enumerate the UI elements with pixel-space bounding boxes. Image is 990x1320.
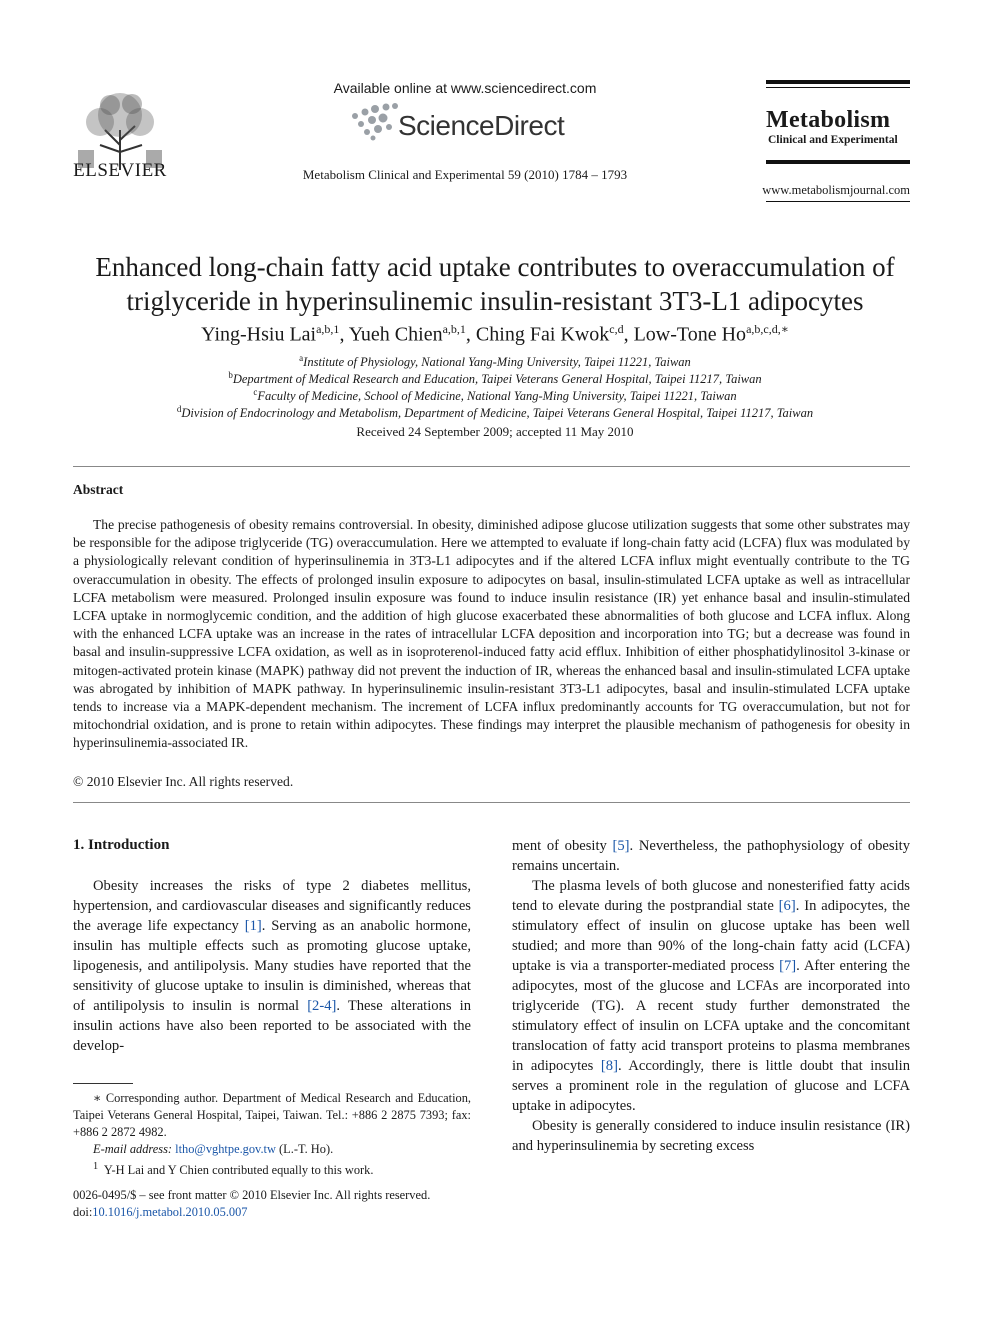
citation-link[interactable]: [2-4]	[307, 998, 337, 1014]
right-column	[512, 836, 910, 1156]
citation-link[interactable]: [7]	[779, 958, 797, 974]
affiliation-key: c	[253, 387, 258, 397]
paragraph-text: . Accordingly, there is little doubt that insulin serves a prominent role in the regulation of glucose and LCFA uptake in adipocytes.	[512, 1058, 910, 1114]
journal-title: Metabolism	[766, 107, 891, 133]
author-affiliation-marker: c,d	[609, 322, 624, 336]
author-name: Low-Tone Ho	[633, 323, 747, 346]
paragraph-text: . After entering the adipocytes, most of the glucose and LCFAs are incorporated into triglyceride (TG). A recent study further demonstrated the stimulatory effect of insulin on LCFA uptake and the concomitant translocation of fatty acid transport proteins to plasma membranes in adipocytes	[512, 958, 910, 1074]
journal-url-rule	[766, 201, 910, 202]
paragraph	[73, 876, 471, 1056]
abstract-heading: Abstract	[73, 482, 124, 497]
citation-link[interactable]: [5]	[612, 838, 630, 854]
publisher-name: ELSEVIER	[73, 160, 167, 181]
email-note	[73, 1141, 471, 1158]
journal-url[interactable]: www.metabolismjournal.com	[762, 183, 910, 197]
available-online-text[interactable]: Available online at www.sciencedirect.com	[333, 80, 597, 96]
affiliation-key: d	[176, 404, 182, 414]
affiliation-key: a	[299, 353, 304, 363]
journal-rule-bottom	[766, 160, 910, 164]
section-heading: 1. Introduction	[73, 837, 170, 853]
issn-block	[73, 1187, 493, 1221]
affiliation	[60, 404, 930, 421]
affiliation	[60, 353, 930, 370]
author-list	[60, 322, 930, 347]
journal-rule-top-thin	[766, 87, 910, 88]
equal-contribution-note	[73, 1158, 471, 1179]
author-separator: ,	[623, 323, 634, 346]
paragraph-text: ment of obesity	[512, 838, 613, 854]
footnote-rule	[73, 1083, 133, 1084]
footnote-text: Y-H Lai and Y Chien contributed equally to this work.	[103, 1163, 374, 1178]
author-affiliation-marker: a,b,1	[442, 322, 466, 336]
affiliation-text: Faculty of Medicine, School of Medicine, National Yang-Ming University, Taipei 11221, Taiwan	[257, 389, 737, 404]
paragraph-text: . Nevertheless, the pathophysiology of obesity remains uncertain.	[512, 838, 910, 874]
citation-link[interactable]: [1]	[244, 918, 262, 934]
journal-citation-line: Metabolism Clinical and Experimental 59 (2010) 1784 – 1793	[302, 167, 628, 182]
doi-label: doi:	[73, 1205, 93, 1219]
doi-link[interactable]: 10.1016/j.metabol.2010.05.007	[92, 1205, 248, 1219]
author-affiliation-marker: a,b,1	[316, 322, 340, 336]
author-separator: ,	[465, 323, 476, 346]
author-name: Ying-Hsiu Lai	[201, 323, 317, 346]
author-name: Ching Fai Kwok	[475, 323, 610, 346]
received-dates: Received 24 September 2009; accepted 11 May 2010	[356, 424, 634, 439]
paragraph: Obesity is generally considered to induce insulin resistance (IR) and hyperinsulinemia by secreting excess	[512, 1118, 910, 1154]
author-name: Yueh Chien	[348, 323, 443, 346]
abstract-body: The precise pathogenesis of obesity remains controversial. In obesity, diminished adipose glucose utilization suggests that some other substrates may be responsible for the adipose triglyceride (TG) overaccumulation. Here we attempted to evaluate if long-chain fatty acid (LCFA) flux was modulated by a physiologically relevant condition of hyperinsulinemia in 3T3-L1 adipocytes and if the altered LCFA influx might eventually contribute to the TG overaccumulation in obesity. The effects of prolonged insulin exposure to adipocytes on basal, insulin-stimulated LCFA uptake as well as intracellular LCFA metabolism were measured. Prolonged insulin exposure was found to induce insulin resistance (IR) yet enhance basal and insulin-stimulated LCFA uptake in normoglycemic condition, and the addition of high glucose exacerbated these abnormalities of both glucose and LCFA influx. Along with the enhanced LCFA uptake was an increase in the rates of intracellular LCFA deposition and incorporation into TG; but a decrease was found in basal and insulin-suppressive LCFA oxidation, as well as in isoproterenol-induced fatty acid efflux. Inhibition of either phosphatidylinositol 3-kinase or mitogen-activated protein kinase (MAPK) pathway did not prevent the induction of IR, whereas the enhanced basal and insulin-stimulated LCFA uptake was abrogated by inhibition of MAPK pathway. In hyperinsulinemic insulin-resistant 3T3-L1 adipocytes, basal and insulin-stimulated LCFA uptake tends to increase via a MAPK-dependent mechanism. The increment of LCFA influx predominantly accounts for TG overaccumulation, but not for mitochondrial oxidation, and is prone to retain within adipocytes. These findings may interpret the plausible mechanism of pathogenesis for obesity in hyperinsulinemia-associated IR.	[73, 517, 910, 751]
doi-line	[73, 1204, 493, 1221]
title-line-2: triglyceride in hyperinsulinemic insulin-resistant 3T3-L1 adipocytes	[126, 286, 864, 316]
footnote-marker: 1	[93, 1161, 99, 1172]
email-label: E-mail address:	[93, 1142, 173, 1156]
footnotes	[73, 1090, 471, 1179]
author-separator: ,	[339, 323, 349, 346]
affiliation-key: b	[228, 370, 233, 380]
title-line-1: Enhanced long-chain fatty acid uptake contributes to overaccumulation of	[95, 252, 895, 282]
left-column	[73, 876, 471, 1056]
author-affiliation-marker: a,b,c,d,∗	[746, 322, 789, 336]
paragraph	[512, 876, 910, 1116]
issn-line: 0026-0495/$ – see front matter © 2010 Elsevier Inc. All rights reserved.	[73, 1188, 431, 1202]
affiliation	[60, 387, 930, 404]
sciencedirect-wordmark: ScienceDirect	[398, 110, 565, 141]
journal-subtitle: Clinical and Experimental	[768, 134, 898, 146]
corresponding-author-note: ∗ Corresponding author. Department of Medical Research and Education, Taipei Veterans General Hospital, Taipei, Taiwan. Tel.: +886 2 2875 7393; fax: +886 2 2872 4982.	[73, 1091, 471, 1139]
divider-top	[73, 466, 910, 467]
paragraph-text: Obesity increases the risks of type 2 diabetes mellitus, hypertension, and cardiovascular diseases and significantly reduces the average life expectancy	[73, 878, 471, 934]
citation-link[interactable]: [6]	[778, 898, 796, 914]
article-title	[60, 250, 930, 318]
paragraph	[512, 836, 910, 876]
paragraph-text: . These alterations in insulin actions have also been reported to be associated with the develop-	[73, 998, 471, 1054]
email-suffix: (L.-T. Ho).	[275, 1142, 334, 1156]
divider-bottom	[73, 802, 910, 803]
affiliation	[60, 370, 930, 387]
paragraph-text: The plasma levels of both glucose and nonesterified fatty acids tend to elevate during the postprandial state	[512, 878, 910, 914]
paragraph-text: . Serving as an anabolic hormone, insulin has multiple effects such as promoting glucose uptake, lipogenesis, and antilipolysis. Many studies have reported that the sensitivity of glucose uptake to insulin is diminished, whereas that of antilipolysis to insulin is normal	[73, 918, 471, 1014]
email-link[interactable]: ltho@vghtpe.gov.tw	[175, 1142, 276, 1156]
affiliation-text: Institute of Physiology, National Yang-Ming University, Taipei 11221, Taiwan	[303, 355, 691, 370]
abstract-copyright: © 2010 Elsevier Inc. All rights reserved.	[73, 774, 294, 789]
journal-rule-top	[766, 80, 910, 84]
affiliation-text: Department of Medical Research and Education, Taipei Veterans General Hospital, Taipei 11217, Taiwan	[232, 372, 762, 387]
citation-link[interactable]: [8]	[600, 1058, 618, 1074]
paragraph-text: . In adipocytes, the stimulatory effect of insulin on glucose uptake has been well studied; and more than 90% of the long-chain fatty acid (LCFA) uptake is via a transporter-mediated process	[512, 898, 910, 974]
affiliation-text: Division of Endocrinology and Metabolism, Department of Medicine, Taipei Veterans General Hospital, Taipei 11217, Taiwan	[181, 406, 814, 421]
